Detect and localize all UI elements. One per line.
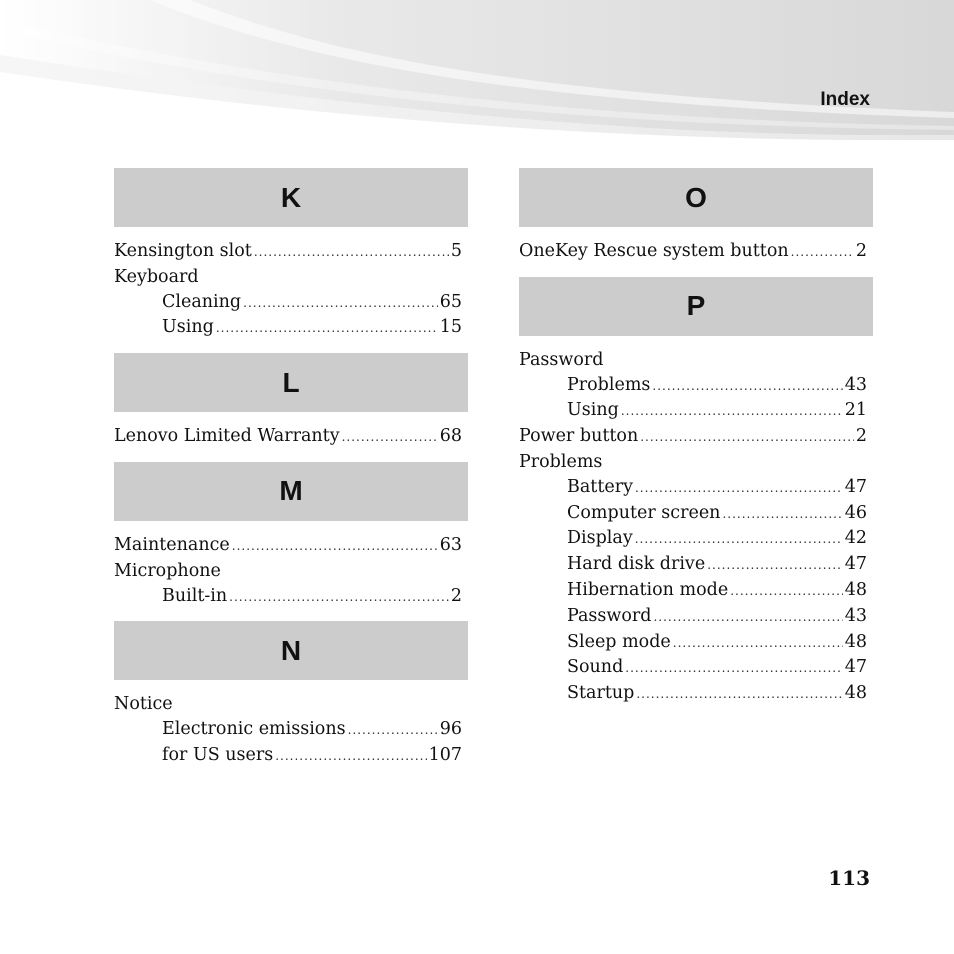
dot-leader	[232, 534, 438, 559]
section-letter: K	[114, 168, 468, 227]
dot-leader	[621, 399, 843, 424]
entry-term: Computer screen	[567, 502, 721, 523]
dot-leader	[635, 527, 843, 552]
dot-leader	[229, 585, 449, 610]
index-subentry	[519, 630, 873, 656]
entry-term: Battery	[567, 476, 633, 497]
index-section-k	[114, 168, 468, 353]
dot-leader	[348, 718, 438, 743]
dot-leader	[653, 605, 842, 630]
dot-leader	[342, 425, 438, 450]
entry-term: Password	[567, 605, 652, 626]
dot-leader	[636, 682, 842, 707]
index-subentry	[519, 501, 873, 527]
entry-page: 65	[439, 291, 462, 312]
section-letter: L	[114, 353, 468, 412]
index-subentry	[519, 526, 873, 552]
index-column-left	[114, 168, 468, 781]
index-entry	[519, 424, 873, 450]
entry-page: 47	[844, 476, 867, 497]
entry-term: Cleaning	[162, 291, 242, 312]
entry-term: Hard disk drive	[567, 554, 706, 575]
running-header-title: Index	[820, 89, 870, 110]
index-section-p	[519, 277, 873, 719]
section-entries	[519, 336, 873, 719]
section-letter: N	[114, 621, 468, 680]
entry-term: Built-in	[162, 585, 228, 606]
entry-page: 48	[844, 683, 867, 704]
index-entry	[114, 265, 468, 290]
index-entry	[519, 239, 873, 265]
dot-leader	[635, 476, 843, 501]
index-subentry	[519, 578, 873, 604]
index-column-right	[519, 168, 873, 719]
entry-page: 46	[844, 502, 867, 523]
entry-page: 2	[855, 426, 867, 447]
header-swoosh-graphic	[0, 0, 954, 140]
index-entry	[114, 424, 468, 450]
entry-term: Power button	[519, 426, 639, 447]
index-entry	[519, 450, 873, 475]
entry-page: 43	[844, 374, 867, 395]
dot-leader	[625, 656, 842, 681]
index-section-o	[519, 168, 873, 277]
index-subentry	[519, 373, 873, 399]
dot-leader	[216, 316, 438, 341]
dot-leader	[707, 553, 843, 578]
entry-term: Kensington slot	[114, 241, 252, 261]
index-entry	[519, 348, 873, 373]
entry-term: Sleep mode	[567, 631, 671, 652]
section-letter: M	[114, 462, 468, 521]
entry-page: 15	[439, 317, 462, 338]
entry-page: 48	[844, 579, 867, 600]
entry-term: Hibernation mode	[567, 579, 729, 600]
page-number: 113	[828, 866, 870, 890]
index-subentry	[519, 604, 873, 630]
index-subentry	[519, 475, 873, 501]
dot-leader	[652, 374, 842, 399]
index-subentry	[519, 552, 873, 578]
entry-term: Sound	[567, 657, 624, 678]
dot-leader	[243, 291, 438, 316]
section-entries	[114, 521, 468, 621]
entry-page: 43	[844, 605, 867, 626]
index-subentry	[519, 681, 873, 707]
entry-page: 42	[844, 528, 867, 549]
entry-page: 5	[450, 241, 462, 261]
entry-term: Problems	[519, 451, 603, 472]
entry-page: 2	[450, 585, 462, 606]
section-entries	[114, 412, 468, 462]
entry-term: Notice	[114, 694, 173, 715]
index-subentry	[114, 315, 468, 341]
index-subentry	[114, 717, 468, 743]
index-subentry	[114, 743, 468, 769]
entry-term: Problems	[567, 374, 651, 395]
dot-leader	[730, 579, 843, 604]
section-entries	[519, 227, 873, 277]
index-entry	[114, 692, 468, 717]
entry-page: 107	[428, 744, 462, 765]
entry-page: 47	[844, 554, 867, 575]
entry-page: 96	[439, 719, 462, 740]
dot-leader	[275, 744, 426, 769]
dot-leader	[640, 425, 854, 450]
section-entries	[114, 227, 468, 353]
dot-leader	[722, 502, 842, 527]
index-subentry	[519, 655, 873, 681]
dot-leader	[673, 631, 843, 656]
entry-term: Keyboard	[114, 266, 199, 287]
entry-term: Lenovo Limited Warranty	[114, 426, 340, 447]
index-entry	[114, 533, 468, 559]
index-subentry	[114, 290, 468, 316]
index-entry	[114, 239, 468, 265]
entry-page: 48	[844, 631, 867, 652]
entry-term: OneKey Rescue system button	[519, 241, 789, 261]
index-subentry	[519, 398, 873, 424]
section-letter: P	[519, 277, 873, 336]
entry-term: Electronic emissions	[162, 719, 346, 740]
entry-page: 68	[439, 426, 462, 447]
dot-leader	[254, 240, 449, 265]
entry-page: 63	[439, 534, 462, 555]
entry-term: for US users	[162, 744, 274, 765]
index-subentry	[114, 584, 468, 610]
entry-page: 2	[855, 241, 867, 261]
index-section-m	[114, 462, 468, 621]
index-section-l	[114, 353, 468, 462]
entry-term: Password	[519, 349, 604, 370]
entry-page: 47	[844, 657, 867, 678]
entry-term: Using	[162, 317, 214, 338]
dot-leader	[791, 240, 854, 265]
entry-term: Startup	[567, 683, 635, 704]
index-entry	[114, 559, 468, 584]
section-entries	[114, 680, 468, 780]
entry-term: Using	[567, 400, 619, 421]
entry-term: Maintenance	[114, 534, 230, 555]
entry-page: 21	[844, 400, 867, 421]
entry-term: Microphone	[114, 560, 221, 581]
entry-term: Display	[567, 528, 633, 549]
index-section-n	[114, 621, 468, 780]
section-letter: O	[519, 168, 873, 227]
